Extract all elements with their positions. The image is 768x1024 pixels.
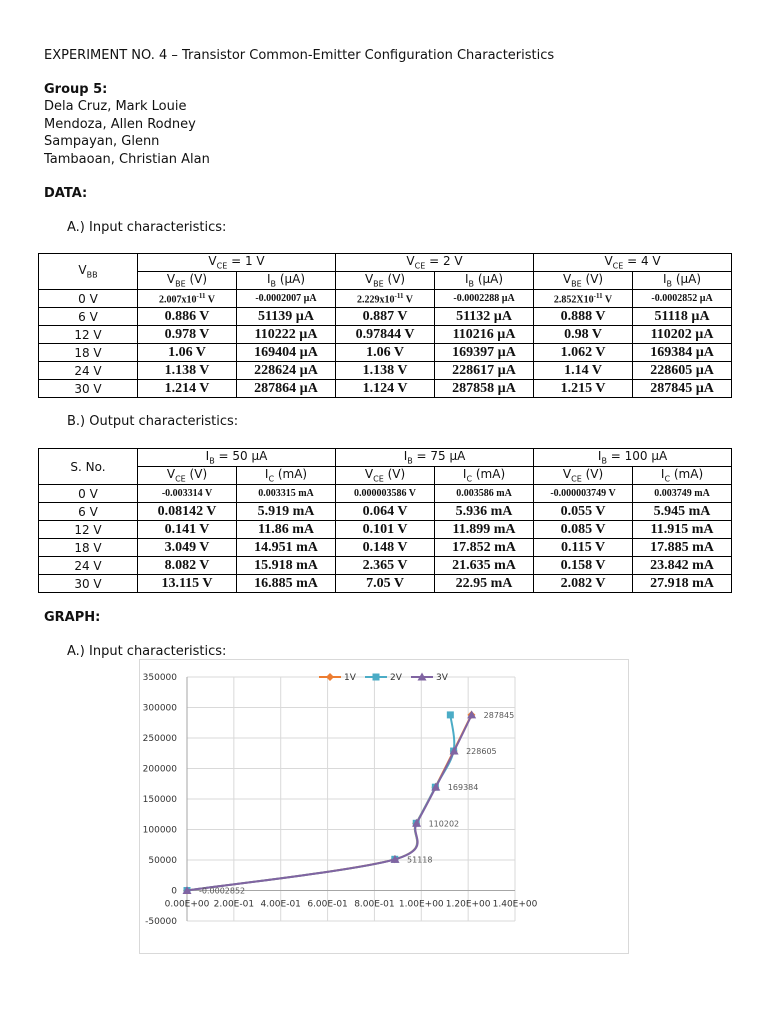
table-cell: 22.95 mA <box>435 575 534 593</box>
data-heading: DATA: <box>44 186 88 201</box>
table-cell: 7.05 V <box>336 575 435 593</box>
y-tick-label: 250000 <box>142 734 177 744</box>
row-label: 24 V <box>39 362 138 380</box>
table-row <box>39 380 732 398</box>
table-cell: 0.158 V <box>534 557 633 575</box>
table-cell: 1.14 V <box>534 362 633 380</box>
y-tick-label: 50000 <box>148 856 177 866</box>
legend-marker-2v <box>373 674 380 681</box>
table-cell: 51118 µA <box>633 308 732 326</box>
group-label: Group 5: <box>44 82 108 97</box>
row-label: 18 V <box>39 539 138 557</box>
group-header: $V_{CE} = 1$ V <box>138 254 336 272</box>
table-cell: 0.886 V <box>138 308 237 326</box>
table-cell: 0.115 V <box>534 539 633 557</box>
x-tick-label: 1.40E+00 <box>492 899 538 910</box>
group-header: $V_{CE} = 2$ V <box>336 254 534 272</box>
column-header: $I_B$ (µA) <box>435 272 534 290</box>
table-cell: 15.918 mA <box>237 557 336 575</box>
row-label: 30 V <box>39 380 138 398</box>
table-cell: 169397 µA <box>435 344 534 362</box>
table-cell: -0.0002852 µA <box>633 290 732 308</box>
graph-subheading: A.) Input characteristics: <box>67 644 227 659</box>
legend-label: 2V <box>390 673 402 683</box>
data-point-2v <box>447 711 454 718</box>
graph-heading: GRAPH: <box>44 610 101 625</box>
column-header: $V_{CE}$ (V) <box>336 467 435 485</box>
column-header: $V_{BE}$ (V) <box>336 272 435 290</box>
table-cell: 51139 µA <box>237 308 336 326</box>
input-characteristics-table <box>38 253 732 398</box>
chart-svg <box>140 660 628 953</box>
x-tick-label: 8.00E-01 <box>354 899 395 910</box>
table-cell: 11.915 mA <box>633 521 732 539</box>
table-cell: 287858 µA <box>435 380 534 398</box>
data-label: 51118 <box>407 855 433 865</box>
table-row <box>39 503 732 521</box>
table-cell: 17.852 mA <box>435 539 534 557</box>
table-cell: 228605 µA <box>633 362 732 380</box>
table-cell: 0.98 V <box>534 326 633 344</box>
member-name: Tambaoan, Christian Alan <box>44 152 210 167</box>
table-cell: 5.919 mA <box>237 503 336 521</box>
table-cell: 27.918 mA <box>633 575 732 593</box>
table-cell: -0.0002007 µA <box>237 290 336 308</box>
table-cell: 0.978 V <box>138 326 237 344</box>
table-row <box>39 326 732 344</box>
table-cell: 0.085 V <box>534 521 633 539</box>
output-characteristics-table <box>38 448 732 593</box>
table-cell: 169404 µA <box>237 344 336 362</box>
column-header: $I_C$ (mA) <box>435 467 534 485</box>
y-tick-label: -50000 <box>145 917 177 927</box>
member-name: Dela Cruz, Mark Louie <box>44 99 187 114</box>
row-label: 0 V <box>39 290 138 308</box>
table-cell: 0.888 V <box>534 308 633 326</box>
table-cell: 169384 µA <box>633 344 732 362</box>
column-header: $V_{BE}$ (V) <box>534 272 633 290</box>
table-cell: 5.936 mA <box>435 503 534 521</box>
table-cell: 0.000003586 V <box>336 485 435 503</box>
table-cell: 0.064 V <box>336 503 435 521</box>
row-label: 30 V <box>39 575 138 593</box>
data-label: 169384 <box>447 783 479 793</box>
table-cell: 17.885 mA <box>633 539 732 557</box>
table-cell: 1.06 V <box>138 344 237 362</box>
column-header: $I_C$ (mA) <box>633 467 732 485</box>
table-cell: 21.635 mA <box>435 557 534 575</box>
document-title: EXPERIMENT NO. 4 – Transistor Common-Emitter Configuration Characteristics <box>44 48 555 63</box>
table-cell: 110202 µA <box>633 326 732 344</box>
table-cell: 1.124 V <box>336 380 435 398</box>
table-row <box>39 485 732 503</box>
row-label: 12 V <box>39 326 138 344</box>
table-cell: 1.215 V <box>534 380 633 398</box>
table-cell: 13.115 V <box>138 575 237 593</box>
column-header: $I_C$ (mA) <box>237 467 336 485</box>
table-cell: 3.049 V <box>138 539 237 557</box>
row-label: 24 V <box>39 557 138 575</box>
table-cell: $2.007x10^{-11}$ V <box>138 290 237 308</box>
member-name: Sampayan, Glenn <box>44 134 160 149</box>
row-header-vbb: $V_{BB}$ <box>39 254 138 290</box>
data-label: 287845 <box>483 710 515 720</box>
table-cell: 2.365 V <box>336 557 435 575</box>
table-row <box>39 344 732 362</box>
table-row <box>39 575 732 593</box>
table-cell: -0.000003749 V <box>534 485 633 503</box>
row-label: 12 V <box>39 521 138 539</box>
table-cell: 287864 µA <box>237 380 336 398</box>
table-row <box>39 362 732 380</box>
legend-label: 3V <box>436 673 448 683</box>
x-tick-label: 0.00E+00 <box>164 899 210 910</box>
table-cell: 0.055 V <box>534 503 633 521</box>
table-cell: 287845 µA <box>633 380 732 398</box>
table-cell: 1.138 V <box>336 362 435 380</box>
row-header-sno: S. No. <box>39 449 138 485</box>
table-cell: 0.003749 mA <box>633 485 732 503</box>
table-cell: 5.945 mA <box>633 503 732 521</box>
table-cell: 23.842 mA <box>633 557 732 575</box>
table-cell: 110216 µA <box>435 326 534 344</box>
table-cell: 51132 µA <box>435 308 534 326</box>
x-tick-label: 2.00E-01 <box>213 899 255 910</box>
y-tick-label: 150000 <box>142 795 177 805</box>
table-cell: 0.141 V <box>138 521 237 539</box>
y-tick-label: 0 <box>171 886 177 897</box>
data-label: 228605 <box>466 747 497 757</box>
table-cell: 0.003586 mA <box>435 485 534 503</box>
table-cell: 0.003315 mA <box>237 485 336 503</box>
table-cell: 0.08142 V <box>138 503 237 521</box>
table-cell: 2.082 V <box>534 575 633 593</box>
table-cell: 16.885 mA <box>237 575 336 593</box>
table-cell: $2.852X10^{-11}$ V <box>534 290 633 308</box>
column-header: $V_{CE}$ (V) <box>534 467 633 485</box>
table-cell: 0.887 V <box>336 308 435 326</box>
y-tick-label: 350000 <box>142 673 177 683</box>
y-tick-label: 300000 <box>142 703 177 714</box>
column-header: $V_{BE}$ (V) <box>138 272 237 290</box>
table-cell: $2.229x10^{-11}$ V <box>336 290 435 308</box>
table-cell: 1.138 V <box>138 362 237 380</box>
member-name: Mendoza, Allen Rodney <box>44 117 196 132</box>
input-heading: A.) Input characteristics: <box>67 220 227 235</box>
table-cell: 8.082 V <box>138 557 237 575</box>
data-label: -0.0002852 <box>199 886 246 896</box>
group-header: $I_B = 50$ µA <box>138 449 336 467</box>
y-tick-label: 200000 <box>142 764 177 775</box>
output-heading: B.) Output characteristics: <box>67 414 239 429</box>
column-header: $V_{CE}$ (V) <box>138 467 237 485</box>
table-cell: 1.062 V <box>534 344 633 362</box>
table-cell: 0.148 V <box>336 539 435 557</box>
table-row <box>39 290 732 308</box>
table-cell: -0.0002288 µA <box>435 290 534 308</box>
table-cell: 11.86 mA <box>237 521 336 539</box>
row-label: 18 V <box>39 344 138 362</box>
table-cell: 1.214 V <box>138 380 237 398</box>
group-header: $I_B = 100$ µA <box>534 449 732 467</box>
row-label: 0 V <box>39 485 138 503</box>
y-tick-label: 100000 <box>142 825 177 836</box>
table-cell: 228617 µA <box>435 362 534 380</box>
table-cell: 110222 µA <box>237 326 336 344</box>
table-cell: 1.06 V <box>336 344 435 362</box>
column-header: $I_B$ (µA) <box>633 272 732 290</box>
x-tick-label: 1.20E+00 <box>445 899 491 910</box>
table-cell: 0.97844 V <box>336 326 435 344</box>
x-tick-label: 4.00E-01 <box>260 899 301 910</box>
row-label: 6 V <box>39 308 138 326</box>
x-tick-label: 6.00E-01 <box>307 899 348 910</box>
x-tick-label: 1.00E+00 <box>398 899 444 910</box>
table-row <box>39 308 732 326</box>
table-row <box>39 539 732 557</box>
row-label: 6 V <box>39 503 138 521</box>
table-row <box>39 557 732 575</box>
legend-label: 1V <box>344 673 356 683</box>
group-header: $V_{CE} = 4$ V <box>534 254 732 272</box>
input-characteristics-chart <box>139 659 629 954</box>
data-label: 110202 <box>428 819 460 829</box>
table-cell: 14.951 mA <box>237 539 336 557</box>
column-header: $I_B$ (µA) <box>237 272 336 290</box>
table-cell: 0.101 V <box>336 521 435 539</box>
group-header: $I_B = 75$ µA <box>336 449 534 467</box>
table-row <box>39 521 732 539</box>
table-cell: -0.003314 V <box>138 485 237 503</box>
table-cell: 11.899 mA <box>435 521 534 539</box>
table-cell: 228624 µA <box>237 362 336 380</box>
